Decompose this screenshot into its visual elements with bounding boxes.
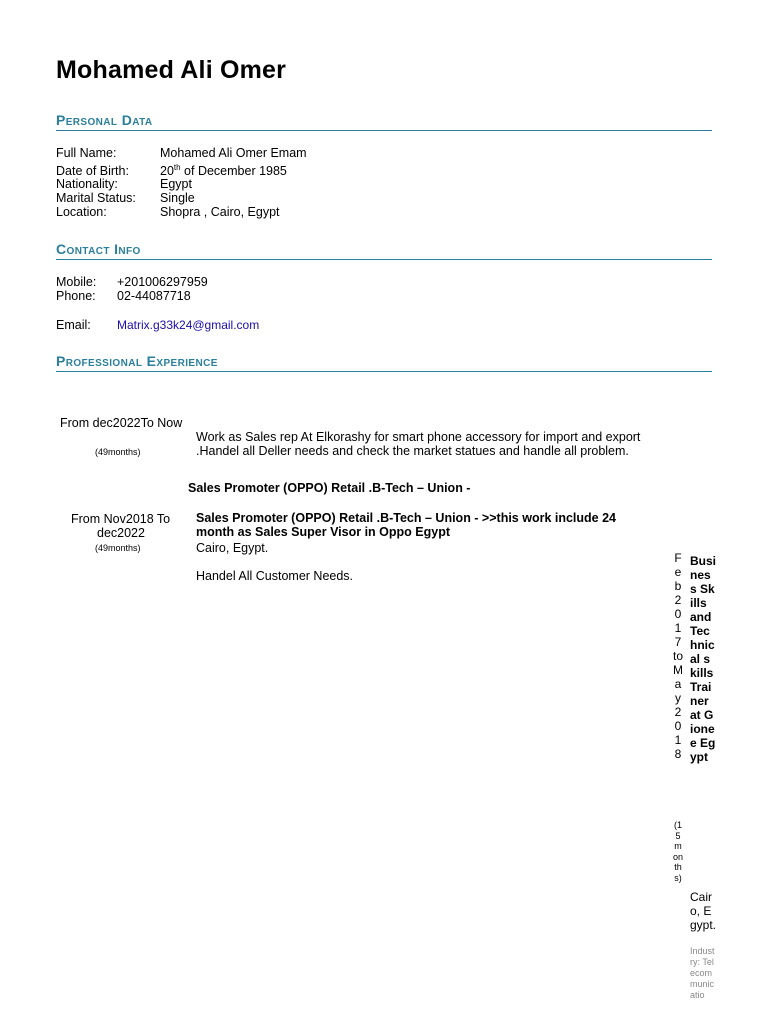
nationality-value: Egypt bbox=[160, 177, 192, 191]
section-heading-personal-data: Personal Data bbox=[56, 112, 712, 131]
job3-location: Cairo, Egypt. bbox=[690, 890, 717, 932]
job2-period-line2: dec2022 bbox=[97, 526, 145, 540]
job2-description: Handel All Customer Needs. bbox=[196, 569, 354, 583]
dob-value bbox=[160, 164, 287, 178]
mobile-label: Mobile: bbox=[56, 275, 97, 289]
job1-description-line1: Work as Sales rep At Elkorashy for smart phone accessory for import and export bbox=[196, 430, 641, 444]
job2-period-line1: From Nov2018 To bbox=[71, 512, 171, 526]
job2-duration: (49months) bbox=[95, 543, 141, 553]
dob-rest: of December 1985 bbox=[180, 164, 287, 178]
section-heading-contact-info: Contact Info bbox=[56, 241, 712, 260]
email-link[interactable]: Matrix.g33k24@gmail.com bbox=[117, 318, 260, 332]
job2-title-line2: month as Sales Super Visor in Oppo Egypt bbox=[196, 525, 450, 539]
job3-duration: (15 months) bbox=[672, 820, 683, 883]
job3-industry: Industry: Telecommunicatio bbox=[690, 946, 715, 1000]
job1-period: From dec2022To Now bbox=[60, 416, 183, 430]
dob-day: 20 bbox=[160, 164, 174, 178]
job1-description-line2: .Handel all Deller needs and check the market statues and handle all problem. bbox=[196, 444, 629, 458]
job3-title: Business Skills and Technical skills Trainer at Gionee Egypt bbox=[690, 554, 717, 764]
section-heading-professional-experience: Professional Experience bbox=[56, 353, 712, 372]
marital-status-label: Marital Status: bbox=[56, 191, 136, 205]
mobile-value: +201006297959 bbox=[117, 275, 208, 289]
job2-header: Sales Promoter (OPPO) Retail .B-Tech – Union - bbox=[188, 481, 471, 495]
phone-label: Phone: bbox=[56, 289, 96, 303]
dob-label: Date of Birth: bbox=[56, 164, 129, 178]
location-value: Shopra , Cairo, Egypt bbox=[160, 205, 280, 219]
full-name-label: Full Name: bbox=[56, 146, 117, 160]
job1-duration: (49months) bbox=[95, 447, 141, 457]
nationality-label: Nationality: bbox=[56, 177, 118, 191]
job3-period: Feb 2017 to May2018 bbox=[672, 551, 683, 761]
resume-name: Mohamed Ali Omer bbox=[56, 56, 287, 84]
location-label: Location: bbox=[56, 205, 107, 219]
marital-status-value: Single bbox=[160, 191, 195, 205]
job2-title-line1: Sales Promoter (OPPO) Retail .B-Tech – Union - >>this work include 24 bbox=[196, 511, 617, 525]
dob-suffix: th bbox=[173, 162, 181, 172]
phone-value: 02-44087718 bbox=[117, 289, 191, 303]
job2-location: Cairo, Egypt. bbox=[196, 541, 269, 555]
full-name-value: Mohamed Ali Omer Emam bbox=[160, 146, 307, 160]
email-label: Email: bbox=[56, 318, 91, 332]
